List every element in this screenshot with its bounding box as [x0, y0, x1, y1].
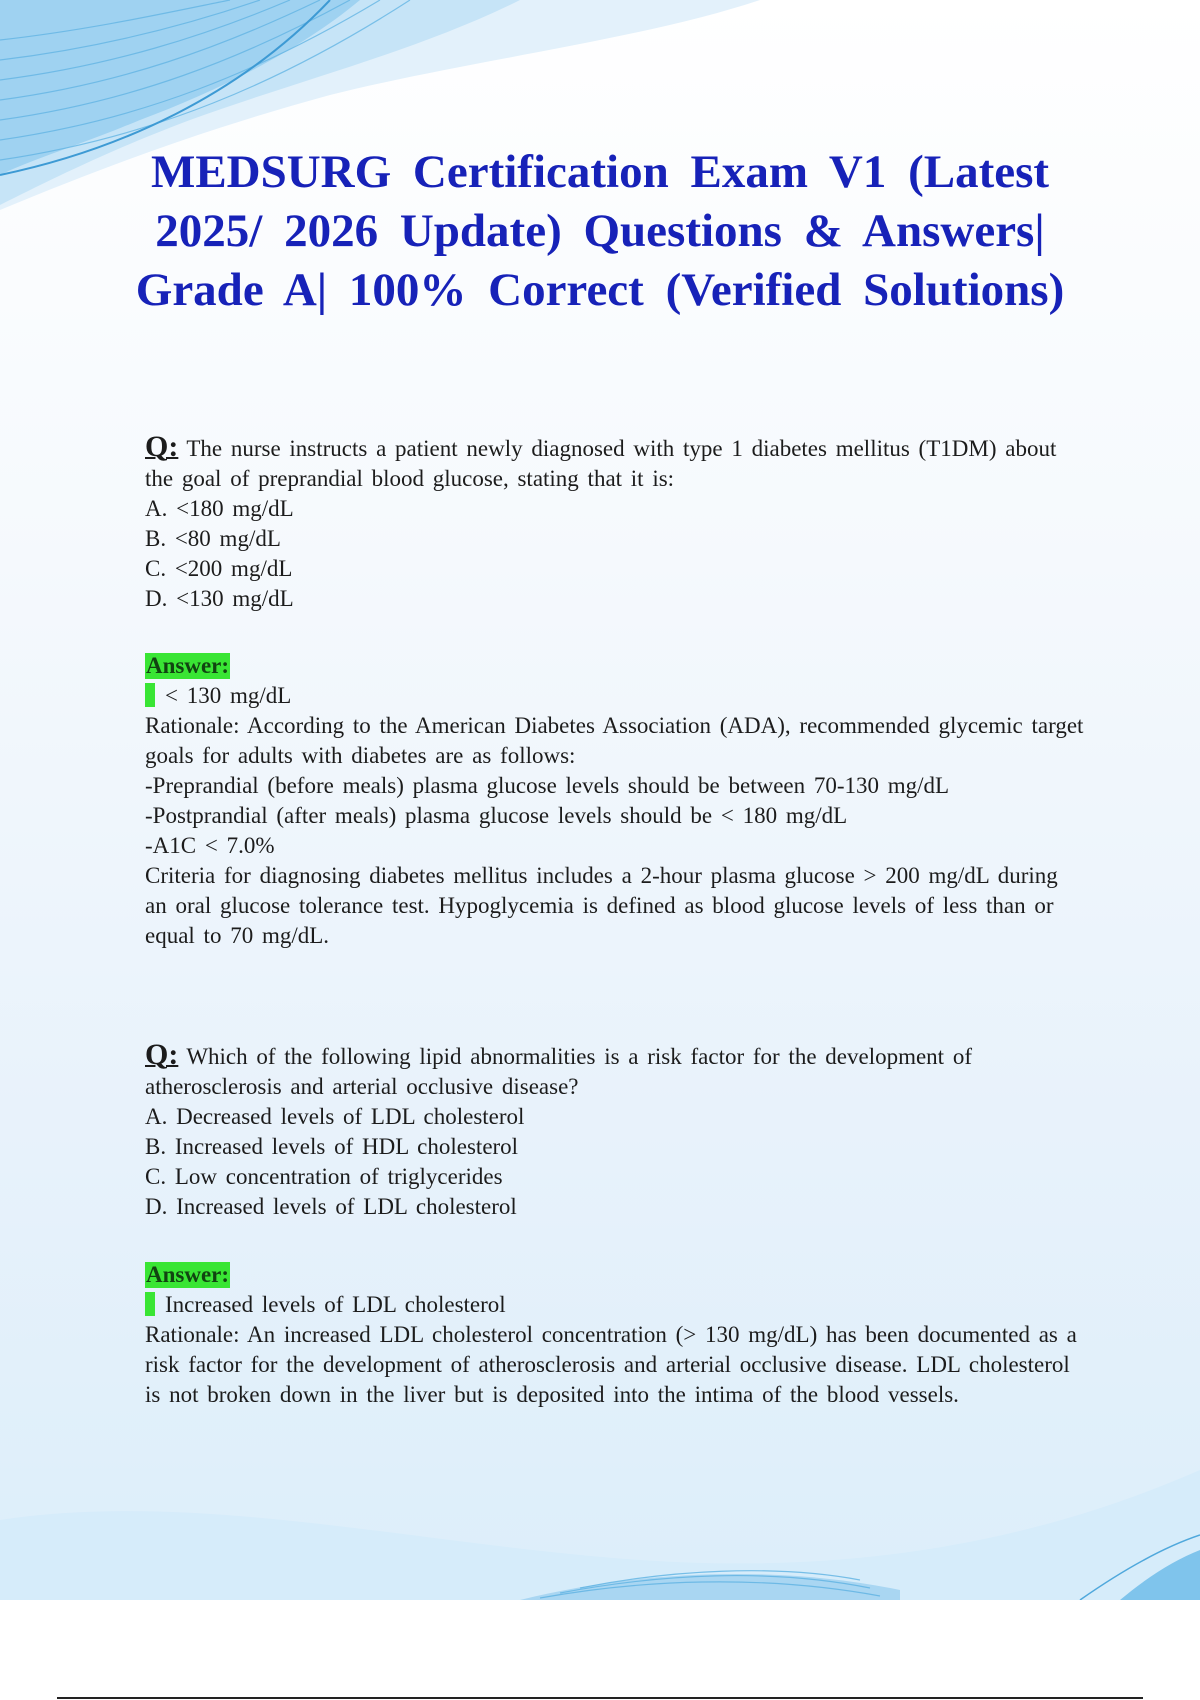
- option-b: B. <80 mg/dL: [145, 526, 281, 551]
- question-label: Q:: [145, 1038, 179, 1071]
- answer-marker-icon: [145, 1292, 155, 1316]
- rationale-line: -Postprandial (after meals) plasma glucose levels should be < 180 mg/dL: [145, 803, 848, 828]
- rationale-paragraph: Criteria for diagnosing diabetes mellitus includes a 2-hour plasma glucose > 200 mg/dL during an oral glucose tolerance test. Hypoglycemia is defined as blood glucose levels of less than or equal to 70 mg/dL.: [145, 863, 1058, 948]
- question-1: [145, 432, 1085, 494]
- rationale-paragraph: Rationale: According to the American Diabetes Association (ADA), recommended glycemic target goals for adults with diabetes are as follows:: [145, 713, 1084, 768]
- question-text: The nurse instructs a patient newly diagnosed with type 1 diabetes mellitus (T1DM) about the goal of preprandial blood glucose, stating that it is:: [145, 436, 1057, 491]
- option-a: A. Decreased levels of LDL cholesterol: [145, 1104, 525, 1129]
- answer-block-2: [145, 1260, 1085, 1410]
- question-block-1: [145, 432, 1085, 614]
- option-b: B. Increased levels of HDL cholesterol: [145, 1134, 519, 1159]
- rationale-paragraph: Rationale: An increased LDL cholesterol concentration (> 130 mg/dL) has been documented as a risk factor for the development of atherosclerosis and arterial occlusive disease. LDL cholesterol is not broken down in the liver but is deposited into the intima of the blood vessels.: [145, 1322, 1077, 1407]
- answer-text: < 130 mg/dL: [165, 683, 292, 708]
- answer-block-1: [145, 651, 1085, 951]
- question-text: Which of the following lipid abnormalities is a risk factor for the development of atherosclerosis and arterial occlusive disease?: [145, 1044, 972, 1099]
- option-c: C. <200 mg/dL: [145, 556, 293, 581]
- option-a: A. <180 mg/dL: [145, 496, 294, 521]
- rationale-line: -Preprandial (before meals) plasma glucose levels should be between 70-130 mg/dL: [145, 773, 950, 798]
- question-2: [145, 1040, 1085, 1102]
- answer-line: [145, 681, 1085, 711]
- option-d: D. Increased levels of LDL cholesterol: [145, 1194, 517, 1219]
- footer-divider: [57, 1697, 1143, 1699]
- option-d: D. <130 mg/dL: [145, 586, 294, 611]
- answer-marker-icon: [145, 683, 155, 707]
- answer-label: Answer:: [146, 1262, 230, 1287]
- answer-line: [145, 1290, 1085, 1320]
- document-title: MEDSURG Certification Exam V1 (Latest 2025/ 2026 Update) Questions & Answers| Grade A| 100% Correct (Verified Solutions): [135, 146, 1065, 316]
- rationale-line: -A1C < 7.0%: [145, 833, 275, 858]
- answer-text: Increased levels of LDL cholesterol: [165, 1292, 506, 1317]
- answer-label: Answer:: [146, 653, 230, 678]
- option-c: C. Low concentration of triglycerides: [145, 1164, 503, 1189]
- question-block-2: [145, 1040, 1085, 1222]
- question-label: Q:: [145, 430, 179, 463]
